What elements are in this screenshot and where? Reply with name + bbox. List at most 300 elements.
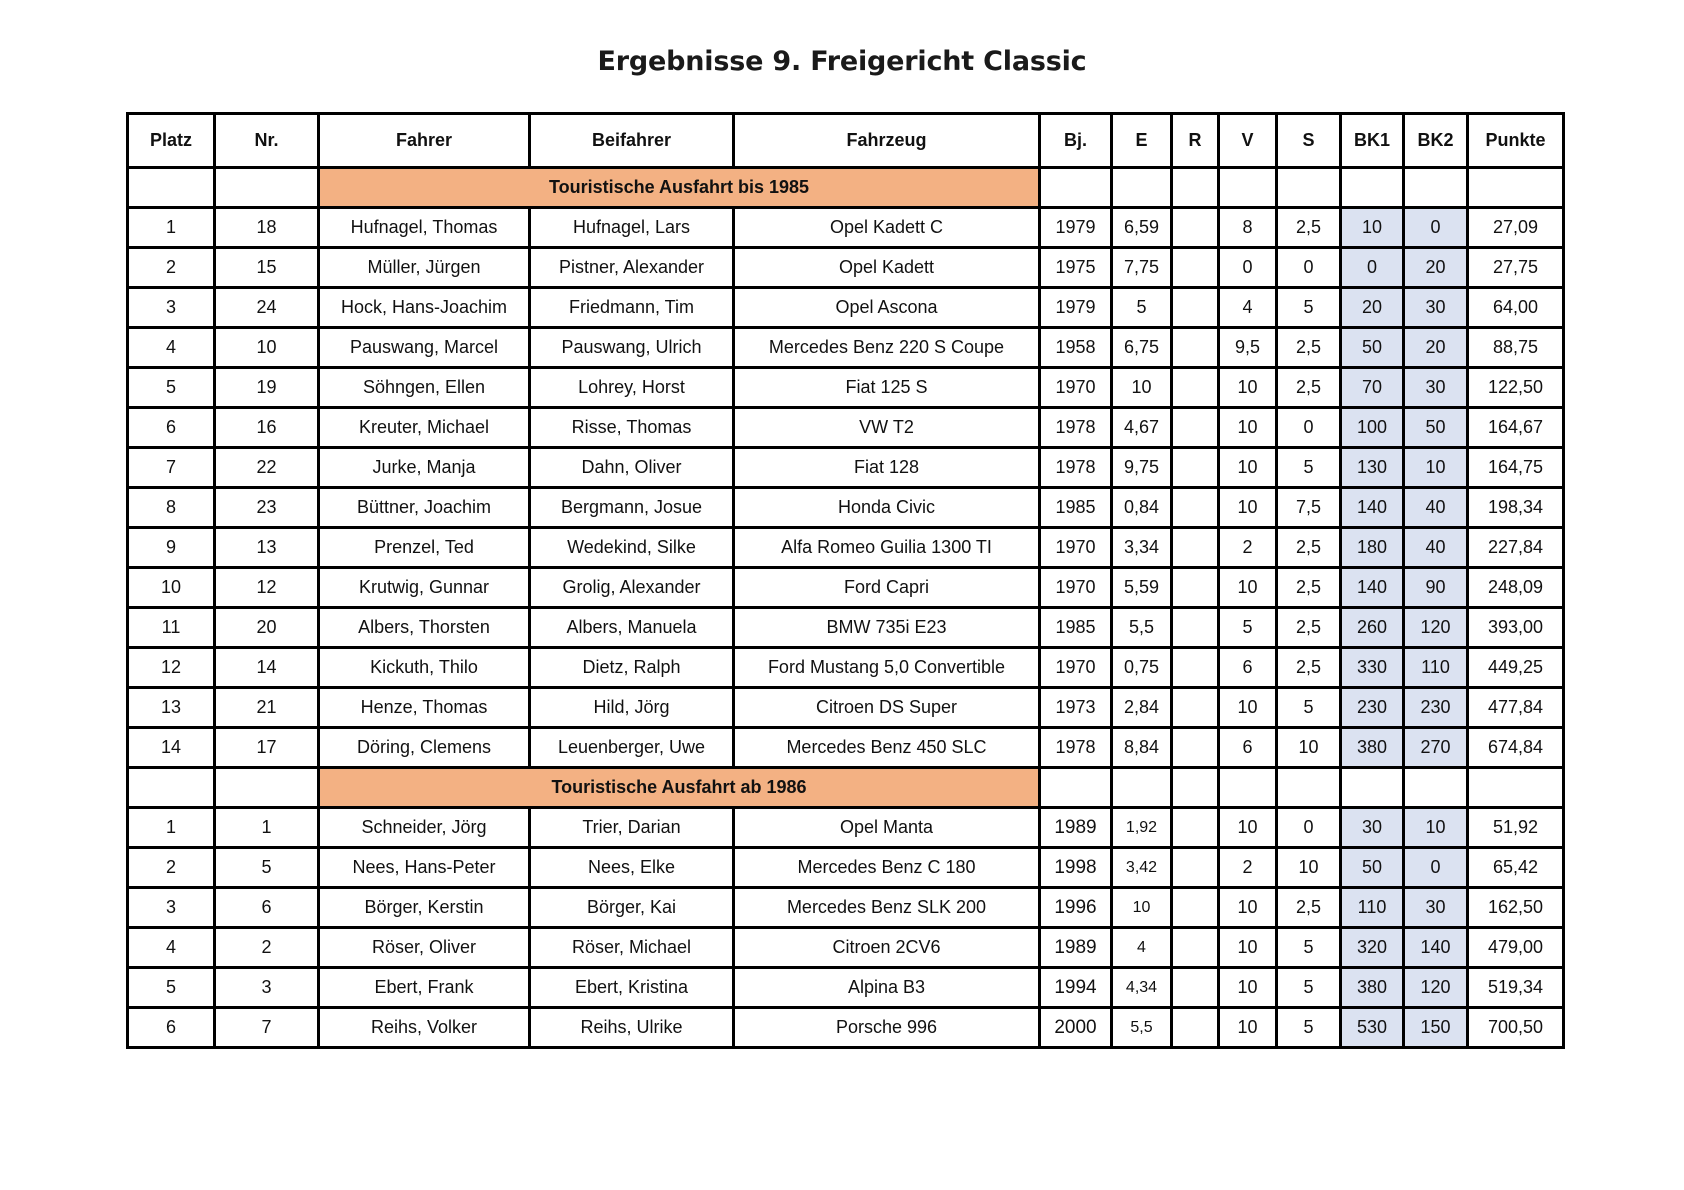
cell-beifahrer: Lohrey, Horst bbox=[530, 368, 734, 408]
cell-v: 10 bbox=[1219, 688, 1277, 728]
cell-s: 2,5 bbox=[1277, 328, 1341, 368]
cell-punkte: 51,92 bbox=[1468, 808, 1564, 848]
table-row bbox=[128, 648, 1564, 688]
cell-beifahrer: Dietz, Ralph bbox=[530, 648, 734, 688]
empty-cell bbox=[1468, 768, 1564, 808]
cell-s: 10 bbox=[1277, 848, 1341, 888]
cell-bk2: 40 bbox=[1404, 488, 1468, 528]
cell-e: 9,75 bbox=[1112, 448, 1172, 488]
table-row bbox=[128, 408, 1564, 448]
cell-bk2: 270 bbox=[1404, 728, 1468, 768]
cell-bj: 1970 bbox=[1040, 528, 1112, 568]
cell-nr: 6 bbox=[215, 888, 319, 928]
cell-platz: 12 bbox=[128, 648, 215, 688]
cell-v: 10 bbox=[1219, 968, 1277, 1008]
cell-nr: 5 bbox=[215, 848, 319, 888]
cell-fahrzeug: Ford Mustang 5,0 Convertible bbox=[734, 648, 1040, 688]
cell-fahrer: Kreuter, Michael bbox=[319, 408, 530, 448]
cell-nr: 19 bbox=[215, 368, 319, 408]
cell-nr: 12 bbox=[215, 568, 319, 608]
cell-e: 10 bbox=[1112, 888, 1172, 928]
cell-beifahrer: Pauswang, Ulrich bbox=[530, 328, 734, 368]
cell-e: 8,84 bbox=[1112, 728, 1172, 768]
cell-beifahrer: Trier, Darian bbox=[530, 808, 734, 848]
cell-beifahrer: Pistner, Alexander bbox=[530, 248, 734, 288]
cell-beifahrer: Röser, Michael bbox=[530, 928, 734, 968]
cell-platz: 1 bbox=[128, 808, 215, 848]
cell-s: 7,5 bbox=[1277, 488, 1341, 528]
table-row bbox=[128, 528, 1564, 568]
empty-cell bbox=[1341, 768, 1404, 808]
cell-bk1: 530 bbox=[1341, 1008, 1404, 1048]
cell-platz: 4 bbox=[128, 928, 215, 968]
cell-bk2: 90 bbox=[1404, 568, 1468, 608]
cell-r bbox=[1172, 928, 1219, 968]
cell-beifahrer: Hufnagel, Lars bbox=[530, 208, 734, 248]
cell-fahrer: Albers, Thorsten bbox=[319, 608, 530, 648]
cell-bj: 1998 bbox=[1040, 848, 1112, 888]
cell-r bbox=[1172, 248, 1219, 288]
cell-bk2: 140 bbox=[1404, 928, 1468, 968]
cell-s: 2,5 bbox=[1277, 888, 1341, 928]
cell-e: 3,34 bbox=[1112, 528, 1172, 568]
cell-v: 10 bbox=[1219, 448, 1277, 488]
cell-fahrzeug: Alpina B3 bbox=[734, 968, 1040, 1008]
cell-fahrzeug: Citroen DS Super bbox=[734, 688, 1040, 728]
empty-cell bbox=[128, 168, 215, 208]
cell-beifahrer: Friedmann, Tim bbox=[530, 288, 734, 328]
cell-bj: 1978 bbox=[1040, 448, 1112, 488]
cell-bk1: 30 bbox=[1341, 808, 1404, 848]
cell-fahrer: Kickuth, Thilo bbox=[319, 648, 530, 688]
cell-s: 2,5 bbox=[1277, 648, 1341, 688]
cell-s: 5 bbox=[1277, 288, 1341, 328]
column-header-s: S bbox=[1277, 114, 1341, 168]
cell-punkte: 248,09 bbox=[1468, 568, 1564, 608]
cell-punkte: 88,75 bbox=[1468, 328, 1564, 368]
empty-cell bbox=[1277, 168, 1341, 208]
cell-s: 2,5 bbox=[1277, 368, 1341, 408]
cell-beifahrer: Börger, Kai bbox=[530, 888, 734, 928]
cell-bk2: 50 bbox=[1404, 408, 1468, 448]
cell-e: 6,75 bbox=[1112, 328, 1172, 368]
cell-bj: 1989 bbox=[1040, 928, 1112, 968]
cell-v: 8 bbox=[1219, 208, 1277, 248]
cell-r bbox=[1172, 208, 1219, 248]
column-header-e: E bbox=[1112, 114, 1172, 168]
cell-r bbox=[1172, 848, 1219, 888]
cell-s: 0 bbox=[1277, 248, 1341, 288]
cell-s: 2,5 bbox=[1277, 208, 1341, 248]
cell-fahrzeug: Honda Civic bbox=[734, 488, 1040, 528]
table-row bbox=[128, 888, 1564, 928]
cell-e: 10 bbox=[1112, 368, 1172, 408]
empty-cell bbox=[1112, 768, 1172, 808]
cell-fahrzeug: Fiat 128 bbox=[734, 448, 1040, 488]
cell-r bbox=[1172, 288, 1219, 328]
cell-bj: 1996 bbox=[1040, 888, 1112, 928]
cell-platz: 2 bbox=[128, 848, 215, 888]
cell-bk2: 0 bbox=[1404, 848, 1468, 888]
empty-cell bbox=[1219, 768, 1277, 808]
column-header-fahrer: Fahrer bbox=[319, 114, 530, 168]
table-row bbox=[128, 488, 1564, 528]
cell-fahrzeug: VW T2 bbox=[734, 408, 1040, 448]
cell-s: 5 bbox=[1277, 448, 1341, 488]
cell-platz: 13 bbox=[128, 688, 215, 728]
cell-r bbox=[1172, 648, 1219, 688]
table-row bbox=[128, 808, 1564, 848]
empty-cell bbox=[215, 168, 319, 208]
cell-fahrer: Hock, Hans-Joachim bbox=[319, 288, 530, 328]
cell-beifahrer: Leuenberger, Uwe bbox=[530, 728, 734, 768]
cell-v: 2 bbox=[1219, 528, 1277, 568]
cell-v: 10 bbox=[1219, 888, 1277, 928]
cell-fahrer: Prenzel, Ted bbox=[319, 528, 530, 568]
cell-bk1: 50 bbox=[1341, 328, 1404, 368]
cell-bj: 1985 bbox=[1040, 608, 1112, 648]
cell-v: 10 bbox=[1219, 1008, 1277, 1048]
cell-r bbox=[1172, 368, 1219, 408]
table-body bbox=[128, 168, 1564, 1048]
cell-punkte: 198,34 bbox=[1468, 488, 1564, 528]
cell-e: 5,59 bbox=[1112, 568, 1172, 608]
cell-beifahrer: Ebert, Kristina bbox=[530, 968, 734, 1008]
cell-fahrzeug: Mercedes Benz 220 S Coupe bbox=[734, 328, 1040, 368]
cell-r bbox=[1172, 528, 1219, 568]
table-row bbox=[128, 448, 1564, 488]
cell-fahrer: Pauswang, Marcel bbox=[319, 328, 530, 368]
cell-nr: 1 bbox=[215, 808, 319, 848]
cell-platz: 1 bbox=[128, 208, 215, 248]
cell-nr: 22 bbox=[215, 448, 319, 488]
cell-bj: 1985 bbox=[1040, 488, 1112, 528]
cell-v: 0 bbox=[1219, 248, 1277, 288]
cell-punkte: 700,50 bbox=[1468, 1008, 1564, 1048]
column-header-r: R bbox=[1172, 114, 1219, 168]
cell-nr: 7 bbox=[215, 1008, 319, 1048]
cell-bk1: 180 bbox=[1341, 528, 1404, 568]
cell-platz: 3 bbox=[128, 288, 215, 328]
cell-fahrzeug: BMW 735i E23 bbox=[734, 608, 1040, 648]
cell-nr: 21 bbox=[215, 688, 319, 728]
cell-e: 7,75 bbox=[1112, 248, 1172, 288]
cell-s: 2,5 bbox=[1277, 568, 1341, 608]
empty-cell bbox=[1219, 168, 1277, 208]
cell-v: 4 bbox=[1219, 288, 1277, 328]
cell-e: 6,59 bbox=[1112, 208, 1172, 248]
cell-nr: 20 bbox=[215, 608, 319, 648]
cell-v: 10 bbox=[1219, 408, 1277, 448]
cell-bk1: 140 bbox=[1341, 568, 1404, 608]
cell-nr: 13 bbox=[215, 528, 319, 568]
cell-bj: 1958 bbox=[1040, 328, 1112, 368]
table-row bbox=[128, 288, 1564, 328]
cell-e: 1,92 bbox=[1112, 808, 1172, 848]
cell-bk1: 140 bbox=[1341, 488, 1404, 528]
column-header-fahrzeug: Fahrzeug bbox=[734, 114, 1040, 168]
empty-cell bbox=[1468, 168, 1564, 208]
empty-cell bbox=[1341, 168, 1404, 208]
cell-bk2: 10 bbox=[1404, 448, 1468, 488]
cell-platz: 10 bbox=[128, 568, 215, 608]
cell-r bbox=[1172, 968, 1219, 1008]
cell-bj: 2000 bbox=[1040, 1008, 1112, 1048]
cell-fahrzeug: Opel Ascona bbox=[734, 288, 1040, 328]
cell-nr: 3 bbox=[215, 968, 319, 1008]
empty-cell bbox=[1404, 768, 1468, 808]
cell-s: 5 bbox=[1277, 968, 1341, 1008]
cell-bk2: 120 bbox=[1404, 968, 1468, 1008]
cell-s: 0 bbox=[1277, 808, 1341, 848]
table-row bbox=[128, 608, 1564, 648]
table-row bbox=[128, 248, 1564, 288]
cell-v: 10 bbox=[1219, 808, 1277, 848]
cell-bk1: 260 bbox=[1341, 608, 1404, 648]
cell-punkte: 393,00 bbox=[1468, 608, 1564, 648]
cell-beifahrer: Dahn, Oliver bbox=[530, 448, 734, 488]
cell-bj: 1979 bbox=[1040, 288, 1112, 328]
section-row bbox=[128, 768, 1564, 808]
cell-nr: 18 bbox=[215, 208, 319, 248]
table-row bbox=[128, 328, 1564, 368]
cell-punkte: 479,00 bbox=[1468, 928, 1564, 968]
empty-cell bbox=[1112, 168, 1172, 208]
cell-r bbox=[1172, 448, 1219, 488]
cell-beifahrer: Bergmann, Josue bbox=[530, 488, 734, 528]
table-row bbox=[128, 208, 1564, 248]
empty-cell bbox=[215, 768, 319, 808]
cell-bk1: 50 bbox=[1341, 848, 1404, 888]
cell-bk2: 20 bbox=[1404, 248, 1468, 288]
cell-e: 4,67 bbox=[1112, 408, 1172, 448]
results-table bbox=[126, 112, 1565, 1049]
cell-bj: 1994 bbox=[1040, 968, 1112, 1008]
cell-bk1: 320 bbox=[1341, 928, 1404, 968]
cell-fahrzeug: Porsche 996 bbox=[734, 1008, 1040, 1048]
cell-bk2: 30 bbox=[1404, 368, 1468, 408]
cell-bk2: 230 bbox=[1404, 688, 1468, 728]
column-header-bj: Bj. bbox=[1040, 114, 1112, 168]
cell-r bbox=[1172, 808, 1219, 848]
cell-e: 5,5 bbox=[1112, 608, 1172, 648]
cell-punkte: 65,42 bbox=[1468, 848, 1564, 888]
cell-platz: 6 bbox=[128, 408, 215, 448]
cell-punkte: 64,00 bbox=[1468, 288, 1564, 328]
cell-fahrer: Döring, Clemens bbox=[319, 728, 530, 768]
cell-s: 5 bbox=[1277, 928, 1341, 968]
cell-fahrzeug: Mercedes Benz 450 SLC bbox=[734, 728, 1040, 768]
cell-punkte: 27,09 bbox=[1468, 208, 1564, 248]
cell-fahrer: Schneider, Jörg bbox=[319, 808, 530, 848]
cell-beifahrer: Grolig, Alexander bbox=[530, 568, 734, 608]
cell-s: 10 bbox=[1277, 728, 1341, 768]
cell-r bbox=[1172, 488, 1219, 528]
cell-platz: 14 bbox=[128, 728, 215, 768]
cell-nr: 10 bbox=[215, 328, 319, 368]
cell-nr: 14 bbox=[215, 648, 319, 688]
cell-punkte: 519,34 bbox=[1468, 968, 1564, 1008]
cell-fahrzeug: Fiat 125 S bbox=[734, 368, 1040, 408]
empty-cell bbox=[1040, 768, 1112, 808]
cell-bj: 1979 bbox=[1040, 208, 1112, 248]
cell-beifahrer: Hild, Jörg bbox=[530, 688, 734, 728]
cell-bk2: 110 bbox=[1404, 648, 1468, 688]
cell-e: 4,34 bbox=[1112, 968, 1172, 1008]
cell-fahrzeug: Mercedes Benz SLK 200 bbox=[734, 888, 1040, 928]
cell-punkte: 27,75 bbox=[1468, 248, 1564, 288]
cell-bk1: 380 bbox=[1341, 968, 1404, 1008]
cell-bk2: 30 bbox=[1404, 288, 1468, 328]
cell-r bbox=[1172, 568, 1219, 608]
cell-v: 10 bbox=[1219, 568, 1277, 608]
cell-bj: 1970 bbox=[1040, 568, 1112, 608]
cell-beifahrer: Risse, Thomas bbox=[530, 408, 734, 448]
cell-r bbox=[1172, 888, 1219, 928]
cell-r bbox=[1172, 408, 1219, 448]
column-header-bk1: BK1 bbox=[1341, 114, 1404, 168]
cell-bk1: 130 bbox=[1341, 448, 1404, 488]
column-header-beifahrer: Beifahrer bbox=[530, 114, 734, 168]
cell-r bbox=[1172, 328, 1219, 368]
cell-fahrzeug: Opel Kadett C bbox=[734, 208, 1040, 248]
cell-s: 5 bbox=[1277, 688, 1341, 728]
section-row bbox=[128, 168, 1564, 208]
cell-platz: 3 bbox=[128, 888, 215, 928]
cell-bj: 1978 bbox=[1040, 408, 1112, 448]
cell-e: 0,75 bbox=[1112, 648, 1172, 688]
cell-bk2: 10 bbox=[1404, 808, 1468, 848]
cell-platz: 5 bbox=[128, 968, 215, 1008]
cell-v: 9,5 bbox=[1219, 328, 1277, 368]
cell-e: 4 bbox=[1112, 928, 1172, 968]
cell-punkte: 449,25 bbox=[1468, 648, 1564, 688]
table-row bbox=[128, 728, 1564, 768]
column-header-v: V bbox=[1219, 114, 1277, 168]
table-row bbox=[128, 688, 1564, 728]
cell-s: 5 bbox=[1277, 1008, 1341, 1048]
cell-bj: 1975 bbox=[1040, 248, 1112, 288]
cell-bj: 1970 bbox=[1040, 368, 1112, 408]
cell-bk1: 0 bbox=[1341, 248, 1404, 288]
cell-nr: 15 bbox=[215, 248, 319, 288]
cell-bk1: 230 bbox=[1341, 688, 1404, 728]
cell-fahrzeug: Alfa Romeo Guilia 1300 TI bbox=[734, 528, 1040, 568]
cell-bk1: 330 bbox=[1341, 648, 1404, 688]
cell-fahrer: Reihs, Volker bbox=[319, 1008, 530, 1048]
cell-e: 0,84 bbox=[1112, 488, 1172, 528]
cell-platz: 11 bbox=[128, 608, 215, 648]
cell-platz: 7 bbox=[128, 448, 215, 488]
column-header-platz: Platz bbox=[128, 114, 215, 168]
cell-platz: 6 bbox=[128, 1008, 215, 1048]
cell-bk1: 10 bbox=[1341, 208, 1404, 248]
cell-bj: 1978 bbox=[1040, 728, 1112, 768]
cell-nr: 16 bbox=[215, 408, 319, 448]
page-title: Ergebnisse 9. Freigericht Classic bbox=[597, 46, 1087, 77]
cell-bk2: 120 bbox=[1404, 608, 1468, 648]
header-row bbox=[128, 114, 1564, 168]
cell-fahrer: Jurke, Manja bbox=[319, 448, 530, 488]
cell-punkte: 164,67 bbox=[1468, 408, 1564, 448]
cell-e: 2,84 bbox=[1112, 688, 1172, 728]
cell-fahrzeug: Mercedes Benz C 180 bbox=[734, 848, 1040, 888]
table-row bbox=[128, 968, 1564, 1008]
cell-v: 10 bbox=[1219, 368, 1277, 408]
cell-beifahrer: Nees, Elke bbox=[530, 848, 734, 888]
cell-bk2: 30 bbox=[1404, 888, 1468, 928]
cell-nr: 24 bbox=[215, 288, 319, 328]
cell-fahrer: Henze, Thomas bbox=[319, 688, 530, 728]
cell-r bbox=[1172, 1008, 1219, 1048]
cell-r bbox=[1172, 728, 1219, 768]
cell-bk2: 0 bbox=[1404, 208, 1468, 248]
table-row bbox=[128, 928, 1564, 968]
cell-bk1: 70 bbox=[1341, 368, 1404, 408]
cell-bk2: 150 bbox=[1404, 1008, 1468, 1048]
cell-fahrer: Söhngen, Ellen bbox=[319, 368, 530, 408]
section-title: Touristische Ausfahrt ab 1986 bbox=[319, 768, 1040, 808]
cell-bk2: 20 bbox=[1404, 328, 1468, 368]
cell-fahrer: Nees, Hans-Peter bbox=[319, 848, 530, 888]
table-row bbox=[128, 848, 1564, 888]
section-title: Touristische Ausfahrt bis 1985 bbox=[319, 168, 1040, 208]
cell-fahrer: Müller, Jürgen bbox=[319, 248, 530, 288]
cell-punkte: 122,50 bbox=[1468, 368, 1564, 408]
cell-platz: 2 bbox=[128, 248, 215, 288]
cell-s: 2,5 bbox=[1277, 608, 1341, 648]
cell-v: 2 bbox=[1219, 848, 1277, 888]
cell-bk1: 20 bbox=[1341, 288, 1404, 328]
cell-v: 5 bbox=[1219, 608, 1277, 648]
empty-cell bbox=[128, 768, 215, 808]
cell-beifahrer: Albers, Manuela bbox=[530, 608, 734, 648]
cell-nr: 17 bbox=[215, 728, 319, 768]
cell-v: 6 bbox=[1219, 728, 1277, 768]
table-row bbox=[128, 1008, 1564, 1048]
cell-bk1: 100 bbox=[1341, 408, 1404, 448]
cell-fahrer: Ebert, Frank bbox=[319, 968, 530, 1008]
cell-punkte: 477,84 bbox=[1468, 688, 1564, 728]
cell-platz: 5 bbox=[128, 368, 215, 408]
cell-beifahrer: Wedekind, Silke bbox=[530, 528, 734, 568]
empty-cell bbox=[1404, 168, 1468, 208]
cell-bk1: 380 bbox=[1341, 728, 1404, 768]
cell-bk2: 40 bbox=[1404, 528, 1468, 568]
cell-s: 0 bbox=[1277, 408, 1341, 448]
cell-punkte: 164,75 bbox=[1468, 448, 1564, 488]
empty-cell bbox=[1277, 768, 1341, 808]
column-header-bk2: BK2 bbox=[1404, 114, 1468, 168]
cell-bj: 1970 bbox=[1040, 648, 1112, 688]
cell-r bbox=[1172, 608, 1219, 648]
empty-cell bbox=[1172, 168, 1219, 208]
cell-e: 3,42 bbox=[1112, 848, 1172, 888]
table-row bbox=[128, 368, 1564, 408]
cell-punkte: 227,84 bbox=[1468, 528, 1564, 568]
cell-bk1: 110 bbox=[1341, 888, 1404, 928]
empty-cell bbox=[1172, 768, 1219, 808]
table-row bbox=[128, 568, 1564, 608]
empty-cell bbox=[1040, 168, 1112, 208]
cell-platz: 8 bbox=[128, 488, 215, 528]
cell-v: 10 bbox=[1219, 488, 1277, 528]
cell-fahrer: Krutwig, Gunnar bbox=[319, 568, 530, 608]
cell-fahrzeug: Opel Kadett bbox=[734, 248, 1040, 288]
column-header-punkte: Punkte bbox=[1468, 114, 1564, 168]
cell-v: 6 bbox=[1219, 648, 1277, 688]
cell-nr: 23 bbox=[215, 488, 319, 528]
